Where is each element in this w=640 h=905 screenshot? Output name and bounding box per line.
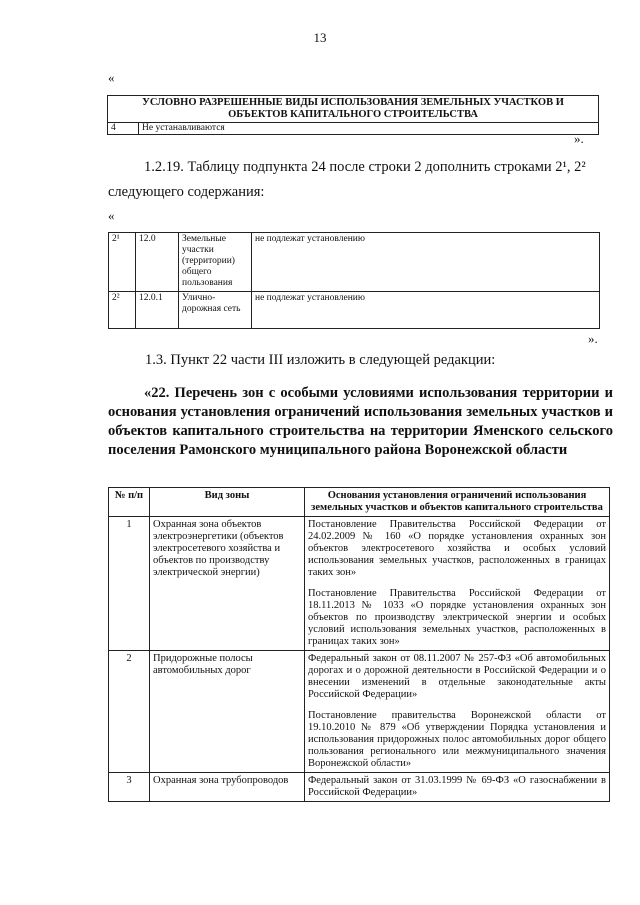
table-header-row [109, 488, 610, 517]
table-row [109, 292, 600, 329]
row-code: 12.0.1 [136, 292, 179, 329]
col-header-basis: Основания установления ограничений использования земельных участков и объектов капитального строительства [305, 488, 610, 517]
additional-rows-table [108, 232, 600, 329]
table-row [109, 651, 610, 773]
basis-document: Постановление правительства Воронежской области от 19.10.2010 № 879 «Об утверждении Порядка установления и использования придорожных полос автомобильных дорог общего пользования регионального или межмуниципального значения Воронежской области» [308, 710, 606, 769]
table-row [109, 773, 610, 802]
zone-basis [305, 651, 610, 773]
row-name: Улично-дорожная сеть [179, 292, 252, 329]
zone-type: Придорожные полосы автомобильных дорог [150, 651, 305, 773]
table-row [109, 233, 600, 292]
col-header-number: № п/п [109, 488, 150, 517]
zone-type: Охранная зона трубопроводов [150, 773, 305, 802]
zone-basis [305, 517, 610, 651]
basis-document: Постановление Правительства Российской Федерации от 24.02.2009 № 160 «О порядке установления охранных зон объектов электросетевого хозяйства и особых условий использования земельных участков, расположенных в границах таких зон» [308, 519, 606, 578]
special-zones-table [108, 487, 610, 802]
page-number: 13 [313, 30, 327, 45]
section-title: «22. Перечень зон с особыми условиями использования территории и основания установления ограничений использования земельных участков и объектов капитального строительства на территории Яменского сельского поселения Рамонского муниципального района Воронежской области [108, 385, 613, 458]
row-name: Земельные участки (территории) общего пользования [179, 233, 252, 292]
conditional-uses-table [107, 95, 599, 135]
paragraph-1-3: 1.3. Пункт 22 части III изложить в следующей редакции: [145, 352, 496, 368]
row-number: 3 [109, 773, 150, 802]
row-number: 2 [109, 651, 150, 773]
zone-basis [305, 773, 610, 802]
close-quote: ». [574, 131, 584, 146]
table-row [109, 517, 610, 651]
basis-document: Постановление Правительства Российской Федерации от 18.11.2013 № 1033 «О порядке установления охранных зон объектов по производству электрической энергии и особых условий использования земельных участков, расположенных в границах таких зон» [308, 588, 606, 647]
row-value: не подлежат установлению [252, 292, 600, 329]
open-quote: « [108, 70, 115, 85]
close-quote: ». [588, 331, 598, 346]
basis-document: Федеральный закон от 08.11.2007 № 257-ФЗ «Об автомобильных дорогах и о дорожной деятельности в Российской Федерации и о внесении изменений в отдельные законодательные акты Российской Федерации» [308, 653, 606, 700]
row-number: 2¹ [109, 233, 136, 292]
row-number: 2² [109, 292, 136, 329]
row-number: 4 [108, 123, 139, 135]
zone-type: Охранная зона объектов электроэнергетики (объектов электросетевого хозяйства и объектов по производству электрической энергии) [150, 517, 305, 651]
row-value: не подлежат установлению [252, 233, 600, 292]
open-quote: « [108, 208, 115, 223]
paragraph-1-2-19: 1.2.19. Таблицу подпункта 24 после строки 2 дополнить строками 2¹, 2² следующего содержания: [108, 159, 586, 200]
basis-document: Федеральный закон от 31.03.1999 № 69-ФЗ «О газоснабжении в Российской Федерации» [308, 775, 606, 798]
row-number: 1 [109, 517, 150, 651]
row-text: Не устанавливаются [139, 123, 599, 135]
col-header-zone-type: Вид зоны [150, 488, 305, 517]
row-code: 12.0 [136, 233, 179, 292]
table-header: УСЛОВНО РАЗРЕШЕННЫЕ ВИДЫ ИСПОЛЬЗОВАНИЯ ЗЕМЕЛЬНЫХ УЧАСТКОВ И ОБЪЕКТОВ КАПИТАЛЬНОГО СТРОИТЕЛЬСТВА [108, 96, 599, 123]
